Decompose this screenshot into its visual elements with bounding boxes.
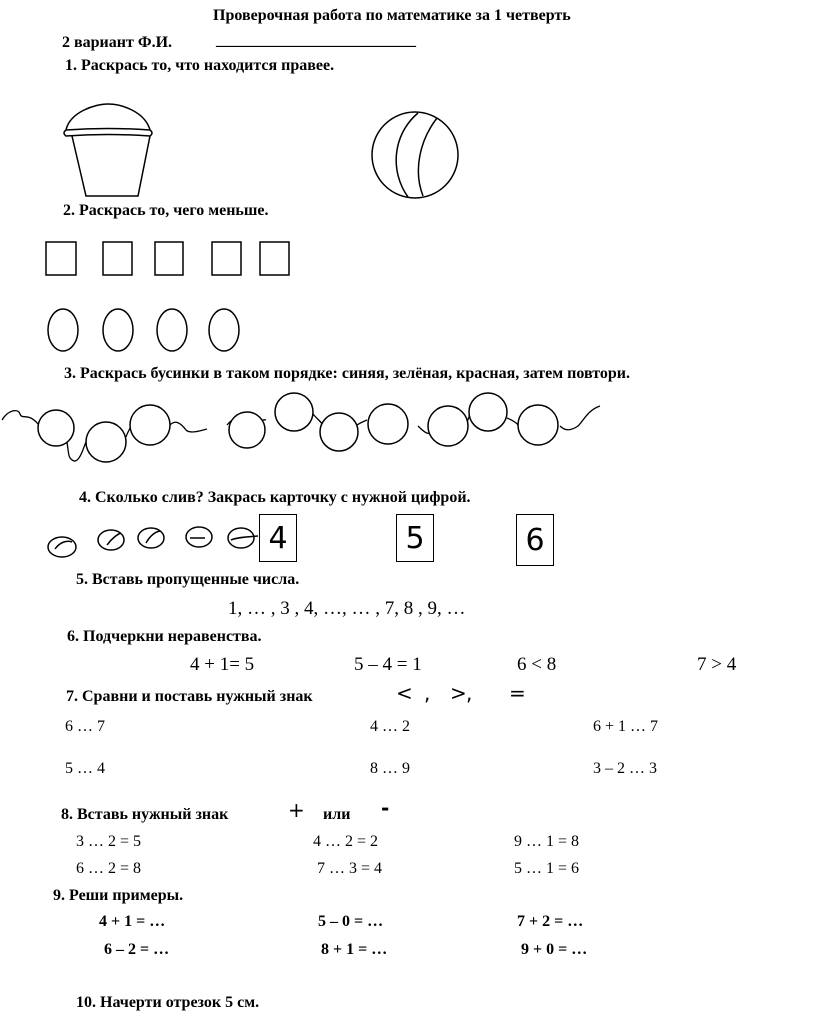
name-line[interactable]: _________________________	[216, 32, 416, 49]
bead	[518, 405, 558, 445]
task9-text: 9. Реши примеры.	[53, 887, 184, 904]
less-than-sign: <	[396, 681, 413, 705]
plum	[186, 527, 212, 547]
task1-text: 1. Раскрась то, что находится правее.	[65, 57, 335, 74]
bead	[86, 422, 126, 462]
squares-group	[46, 242, 289, 275]
bead	[38, 410, 74, 446]
number-card-5[interactable]: 5	[396, 514, 434, 562]
ball-drawing	[372, 112, 458, 198]
variant-label: 2 вариант Ф.И.	[62, 34, 173, 51]
beads-group	[38, 393, 558, 462]
bucket-drawing	[64, 104, 152, 196]
bead	[320, 413, 358, 451]
task2-text: 2. Раскрась то, чего меньше.	[63, 202, 269, 219]
bead	[130, 405, 170, 445]
compare-item: 8 … 9	[370, 760, 410, 777]
compare-item: 6 … 7	[65, 718, 105, 735]
comma: ,	[424, 681, 431, 705]
number-sequence: 1, … , 3 , 4, …, … , 7, 8 , 9, …	[228, 598, 466, 619]
inequality-item: 6 < 8	[517, 654, 557, 675]
sign-item: 6 … 2 = 8	[76, 860, 142, 877]
plums-group	[48, 527, 258, 557]
bead	[229, 412, 265, 448]
minus-sign: -	[381, 796, 390, 820]
example-item: 8 + 1 = …	[321, 941, 388, 958]
comma: ,	[466, 681, 473, 705]
equals-sign: =	[509, 681, 526, 705]
bead	[428, 406, 468, 446]
task6-text: 6. Подчеркни неравенства.	[67, 628, 262, 645]
task3-text: 3. Раскрась бусинки в таком порядке: синяя, зелёная, красная, затем повтори.	[64, 365, 630, 382]
sign-item: 5 … 1 = 6	[514, 860, 580, 877]
example-item: 9 + 0 = …	[521, 941, 588, 958]
example-item: 5 – 0 = …	[318, 913, 384, 930]
worksheet-title: Проверочная работа по математике за 1 четверть	[213, 7, 571, 24]
task10-text: 10. Начерти отрезок 5 см.	[76, 994, 260, 1011]
ovals-group	[48, 309, 239, 351]
compare-item: 4 … 2	[370, 718, 410, 735]
sign-item: 4 … 2 = 2	[313, 833, 379, 850]
compare-item: 5 … 4	[65, 760, 105, 777]
example-item: 7 + 2 = …	[517, 913, 584, 930]
plum	[138, 528, 164, 548]
inequality-item: 4 + 1= 5	[190, 654, 255, 675]
number-card-4[interactable]: 4	[259, 514, 297, 562]
compare-item: 6 + 1 … 7	[593, 718, 659, 735]
example-item: 6 – 2 = …	[104, 941, 170, 958]
bead	[275, 393, 313, 431]
sign-item: 7 … 3 = 4	[317, 860, 383, 877]
task4-text: 4. Сколько слив? Закрась карточку с нужной цифрой.	[79, 489, 471, 506]
number-card-6[interactable]: 6	[516, 514, 554, 566]
bead	[368, 404, 408, 444]
compare-item: 3 – 2 … 3	[593, 760, 657, 777]
inequality-item: 7 > 4	[697, 654, 737, 675]
greater-than-sign: >	[450, 681, 467, 705]
task7-text: 7. Сравни и поставь нужный знак	[66, 688, 313, 705]
inequality-item: 5 – 4 = 1	[354, 654, 422, 675]
plum	[48, 537, 76, 557]
example-item: 4 + 1 = …	[99, 913, 166, 930]
bead	[469, 393, 507, 431]
task8-text: 8. Вставь нужный знак	[61, 806, 229, 823]
or-word: или	[323, 806, 351, 823]
task5-text: 5. Вставь пропущенные числа.	[76, 571, 300, 588]
plus-sign: +	[288, 798, 305, 822]
sign-item: 3 … 2 = 5	[76, 833, 142, 850]
sign-item: 9 … 1 = 8	[514, 833, 580, 850]
